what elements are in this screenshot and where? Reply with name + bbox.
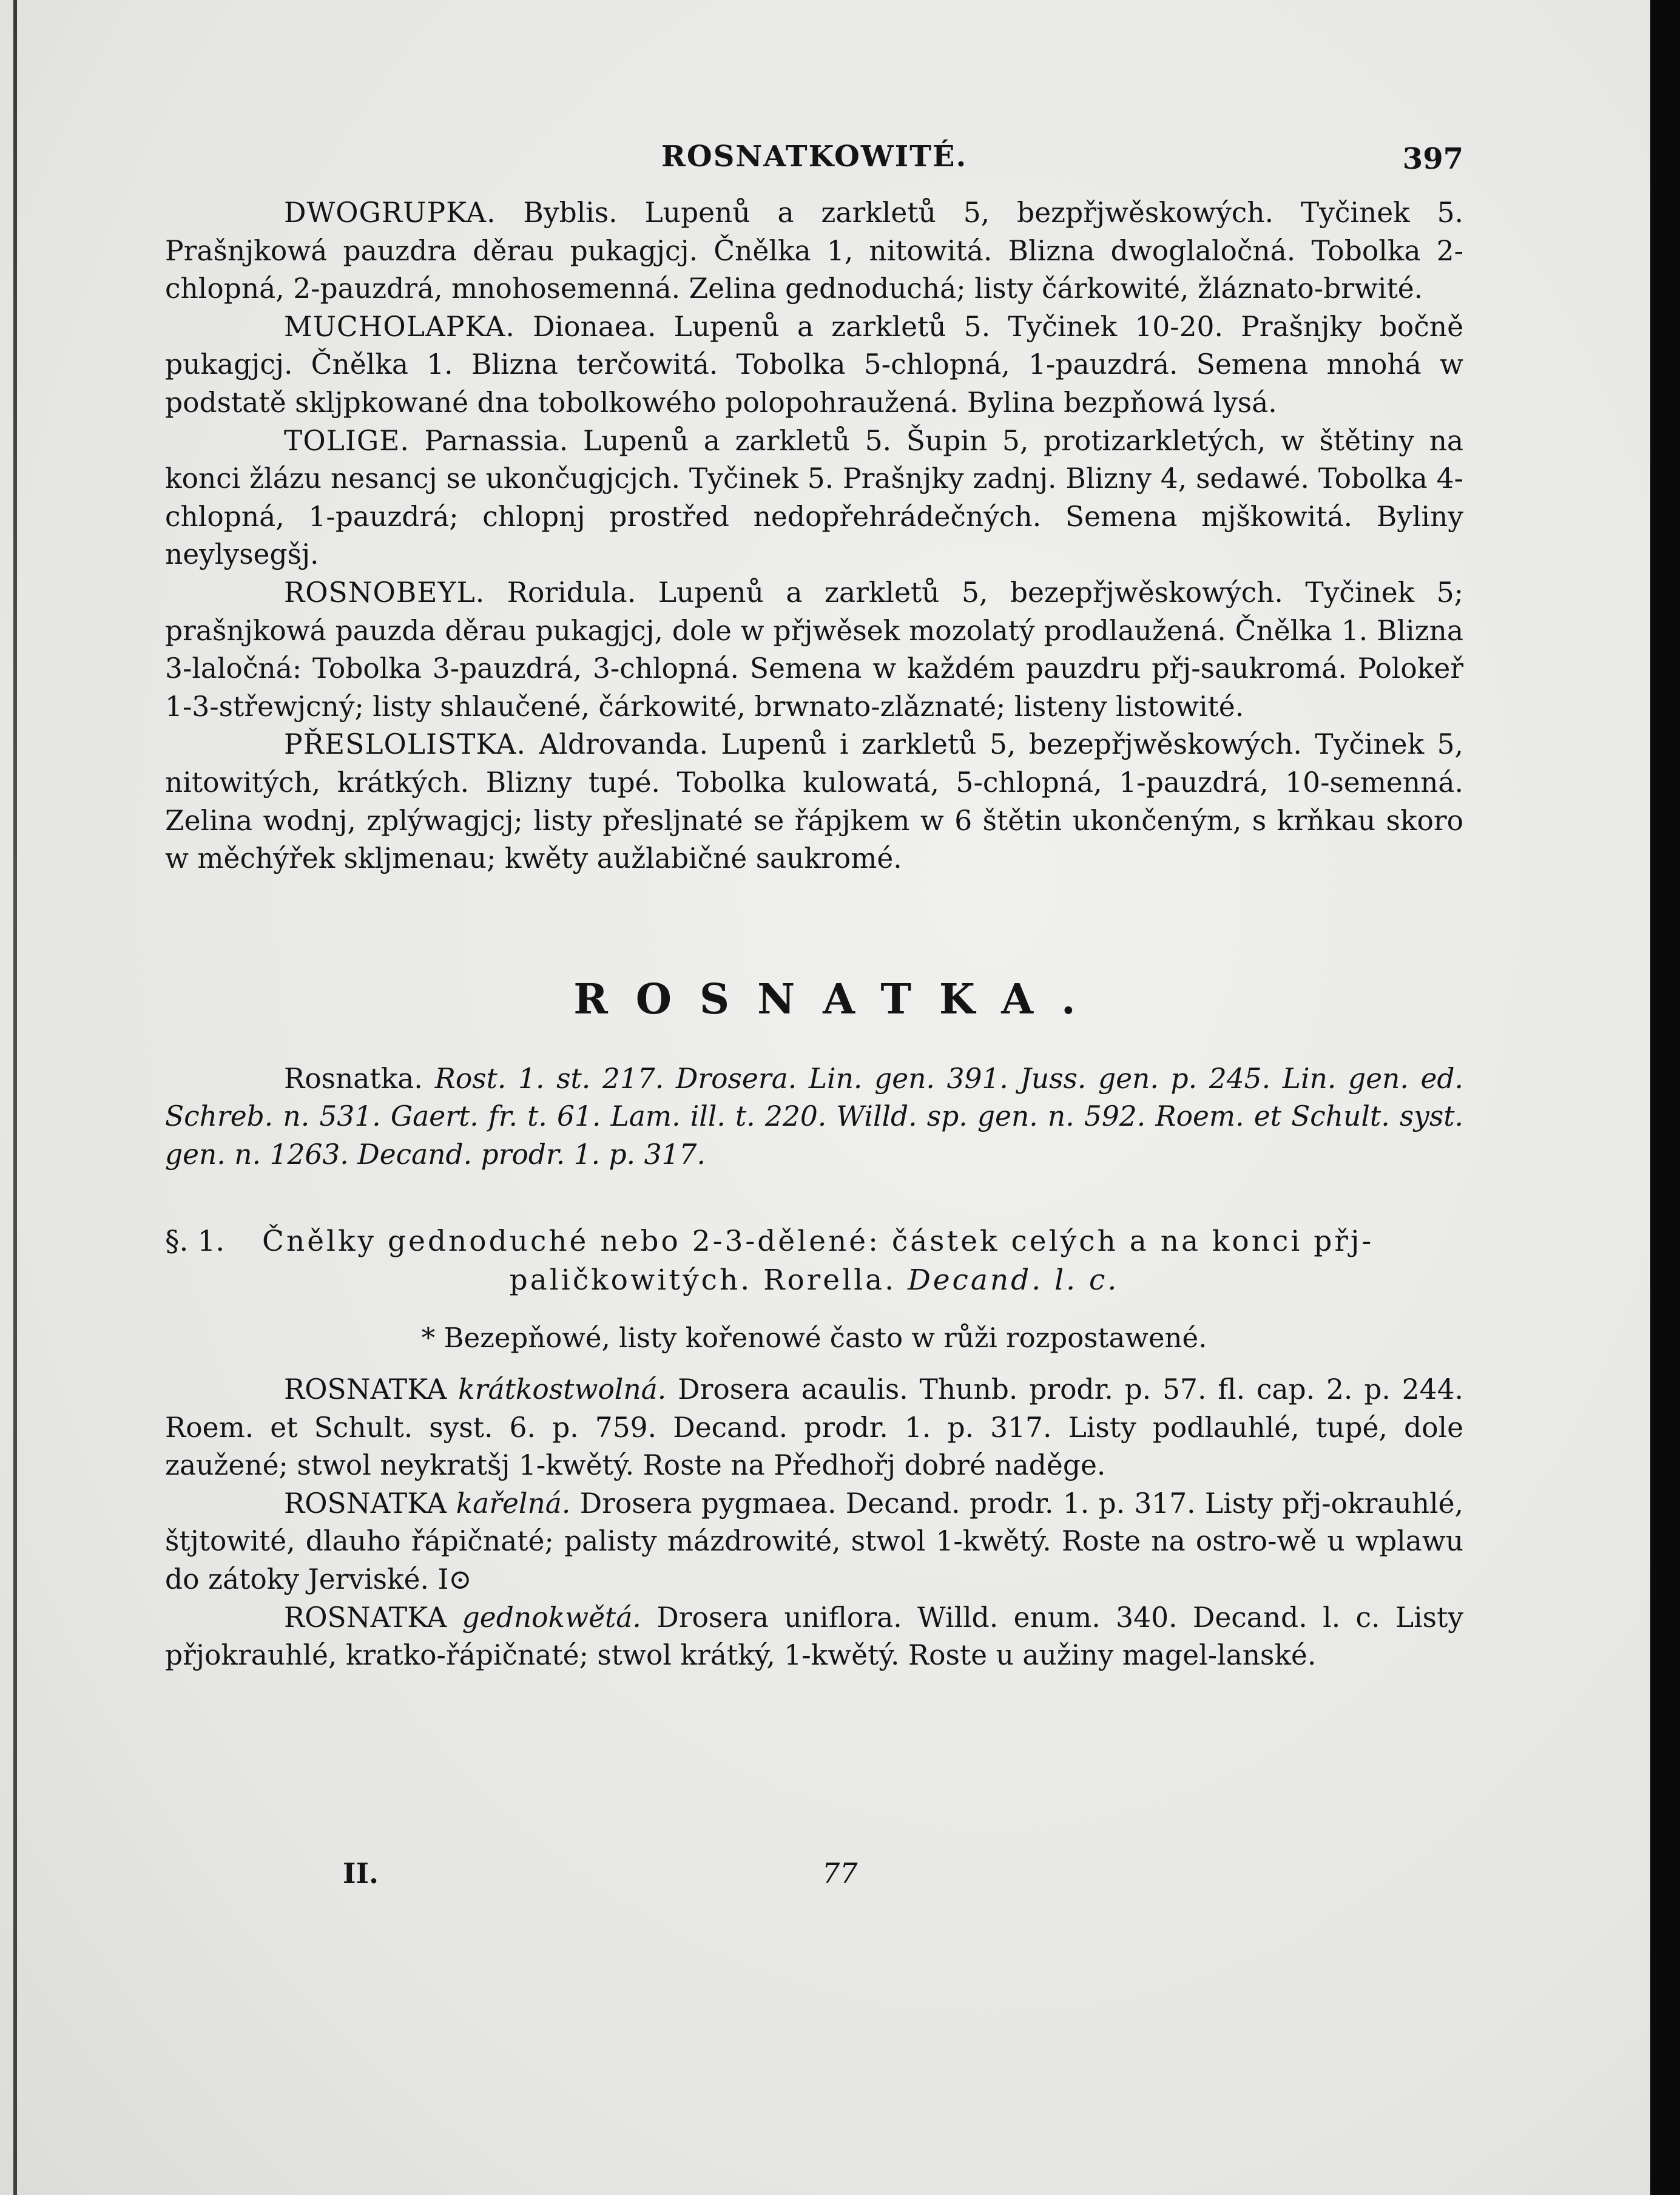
entry-preslolistka (165, 726, 1463, 878)
species-epithet: gednokwětá. (462, 1601, 641, 1634)
entry-rosnobeyl (165, 574, 1463, 726)
genus-heading: ROSNATKA. (573, 975, 1104, 1024)
entry-genus: ROSNOBEYL. (284, 576, 485, 609)
page-footer (343, 1857, 1071, 1899)
species-gednokweta (165, 1599, 1463, 1675)
species-karelna (165, 1485, 1463, 1599)
subsection-heading: * Bezepňowé, listy kořenowé často w růži rozpostawené. (421, 1322, 1207, 1355)
entry-text: Lupenů a zarkletů 5. Tyčinek 10-20. Prašnjky bočně pukagjcj. Čnělka 1. Blizna terčowitá. Tobolka 5-chlopná, 1-pauzdrá. Semena mnohá w podstatě skljpkowané dna tobolkowého polopohraužená. Bylina bezpňowá lysá. (165, 310, 1463, 419)
entry-text: Lupenů a zarkletů 5, bezpřjwěskowých. Tyčinek 5. Prašnjkowá pauzdra děrau pukagjcj. Čnělka 1, nitowitá. Blizna dwoglaločná. Tobolka 2-chlopná, 2-pauzdrá, mnohosemenná. Zelina gednoduchá; listy čárkowité, žláznato-brwité. (165, 197, 1463, 305)
entry-mucholapka (165, 308, 1463, 422)
section-reference: Decand. l. c. (908, 1263, 1119, 1297)
entry-genus: MUCHOLAPKA. (284, 310, 515, 343)
species-genus: ROSNATKA (284, 1487, 447, 1520)
page-edge (13, 0, 17, 2195)
species-text: Drosera uniflora. Willd. enum. 340. Decand. l. c. Listy přjokrauhlé, kratko-řápičnaté; stwol krátký, 1-kwětý. Roste u aužiny magel-lanské. (165, 1601, 1463, 1672)
species-epithet: kařelná. (456, 1487, 571, 1520)
species-text: Drosera pygmaea. Decand. prodr. 1. p. 317. Listy přj-okrauhlé, štjtowité, dlauho řápičnaté; palisty mázdrowité, stwol 1-kwětý. Roste na ostro-wě u wplawu do zátoky Jerviské. I⊙ (165, 1487, 1464, 1596)
leaf-number: 77 (822, 1857, 858, 1890)
entry-dwogrupka (165, 194, 1463, 308)
entry-text: Lupenů i zarkletů 5, bezepřjwěskowých. Tyčinek 5, nitowitých, krátkých. Blizny tupé. Tobolka kulowatá, 5-chlopná, 1-pauzdrá, 10-semenná. Zelina wodnj, zplýwagjcj; listy přesljnaté se řápjkem w 6 štětin ukončeným, s krňkau skoro w měchýřek skljmenau; kwěty aužlabičné saukromé. (165, 728, 1464, 875)
entry-text: Lupenů a zarkletů 5, bezepřjwěskowých. Tyčinek 5; prašnjkowá pauzda děrau pukagjcj, dole w přjwěsek mozolatý prodlaužená. Čnělka 1. Blizna 3-laločná: Tobolka 3-pauzdrá, 3-chlopná. Semena w každém pauzdru přj-saukromá. Polokeř 1-3-střewjcný; listy shlaučené, čárkowité, brwnato-zlǎznaté; listeny listowité. (165, 576, 1463, 723)
section-label: §. 1. (165, 1225, 225, 1259)
entry-genus: DWOGRUPKA. (284, 197, 496, 229)
page-number: 397 (1402, 142, 1463, 176)
entry-genus: TOLIGE. (284, 424, 410, 457)
species-genus: ROSNATKA (284, 1373, 447, 1406)
page-body (165, 194, 1463, 1675)
section-text-line2-wrap (165, 1261, 1463, 1300)
references-lead: Rosnatka. (284, 1062, 423, 1095)
entry-latin: Aldrovanda. (539, 728, 708, 761)
running-title: ROSNATKOWITÉ. (661, 140, 968, 174)
entry-latin: Roridula. (507, 576, 636, 609)
page-header (165, 134, 1463, 182)
entry-latin: Dionaea. (533, 310, 656, 343)
entry-latin: Byblis. (523, 197, 618, 229)
species-kratkostwolna (165, 1371, 1463, 1485)
entry-latin: Parnassia. (424, 424, 568, 457)
references-text: Rost. 1. st. 217. Drosera. Lin. gen. 391. Juss. gen. p. 245. Lin. gen. ed. Schreb. n. 531. Gaert. fr. t. 61. Lam. ill. t. 220. Willd. sp. gen. n. 592. Roem. et Schult. syst. gen. n. 1263. Decand. prodr. 1. p. 317. (165, 1062, 1464, 1171)
entry-genus: PŘESLOLISTKA. (284, 728, 526, 761)
species-genus: ROSNATKA (284, 1601, 447, 1634)
signature-mark: II. (343, 1857, 379, 1890)
section-heading (165, 1222, 1463, 1300)
entry-text: Lupenů a zarkletů 5. Šupin 5, protizarkletých, w štětiny na konci žlázu nesancj se ukončugjcjch. Tyčinek 5. Prašnjky zadnj. Blizny 4, sedawé. Tobolka 4-chlopná, 1-pauzdrá; chlopnj prostřed nedopřehrádečných. Semena mjškowitá. Byliny neylysegšj. (165, 424, 1463, 571)
species-text: Drosera acaulis. Thunb. prodr. p. 57. fl. cap. 2. p. 244. Roem. et Schult. syst. 6. p. 759. Decand. prodr. 1. p. 317. Listy podlauhlé, tupé, dole zaužené; stwol neykratšj 1-kwětý. Roste na Předhořj dobré naděge. (165, 1373, 1463, 1482)
section-text-line2: paličkowitých. Rorella. (509, 1263, 897, 1297)
genus-references (165, 1060, 1463, 1174)
section-text-line1: Čnělky gednoduché nebo 2-3-dělené: částek celých a na konci přj- (262, 1225, 1374, 1259)
species-epithet: krátkostwolná. (458, 1373, 667, 1406)
entry-tolige (165, 422, 1463, 574)
